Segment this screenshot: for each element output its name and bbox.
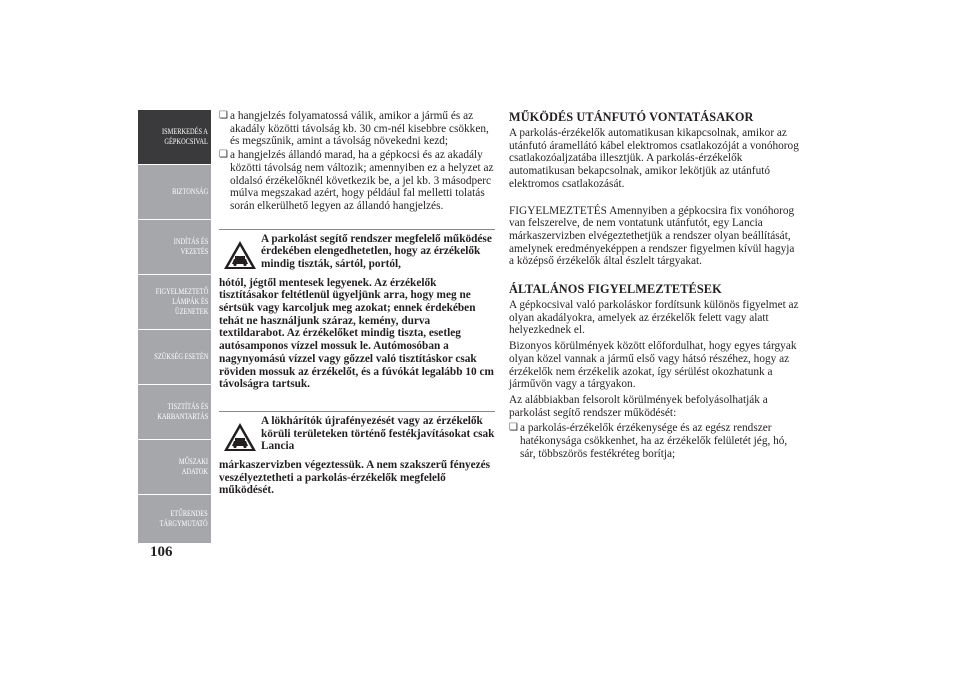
checkbox-bullet-icon: ❏: [219, 110, 228, 121]
sidebar-item-label: SZÜKSÉG ESETÉN: [153, 352, 208, 361]
sidebar-item-ismerkedes[interactable]: [138, 110, 211, 165]
sidebar-item-figyelmezteto[interactable]: [138, 275, 211, 330]
checkbox-bullet-icon: ❏: [219, 149, 228, 161]
sidebar-item-szukseg[interactable]: [138, 330, 211, 385]
paragraph: FIGYELMEZTETÉS Amennyiben a gépkocsira fix vonóhorog van felszerelve, de nem vontatunk utánfutót, egy Lancia márkaszervizben elvégeztethetjük a rendszer olyan beállítását, amelynek eredményeképpen a rendszer figyelmen kívül hagyja a középső érzékelők által észlelt tárgyakat.: [509, 204, 795, 268]
list-item: ❏ a hangjelzés állandó marad, ha a gépkocsi és az akadály közötti távolság nem változik; amennyiben ez a helyzet az oldalsó érzékelőknél következik be, a jel kb. 3 másodperc múlva megszakad azért, hogy például fal melletti tolatás során elkerülhető legyen az állandó hangjelzés.: [219, 149, 494, 212]
sidebar-item-label: INDÍTÁS ÉS VEZETÉS: [173, 237, 208, 256]
section-heading: ÁLTALÁNOS FIGYELMEZTETÉSEK: [509, 282, 722, 297]
sidebar-item-label: BIZTONSÁG: [171, 187, 208, 196]
sidebar-item-label: TISZTÍTÁS ÉS KARBANTARTÁS: [157, 402, 208, 421]
chapter-sidebar: [138, 110, 211, 543]
sidebar-item-label: FIGYELMEZTETŐ LÁMPÁK ÉS ÜZENETEK: [155, 287, 208, 316]
sidebar-item-muszaki[interactable]: [138, 440, 211, 495]
warning-triangle-car-icon: [219, 415, 261, 459]
section-heading: MŰKÖDÉS UTÁNFUTÓ VONTATÁSAKOR: [509, 110, 754, 124]
sidebar-item-label: ETŰRENDES TÁRGYMUTATÓ: [159, 509, 208, 528]
warning-text: márkaszervizben végeztessük. A nem szakszerű fényezés veszélyeztetheti a parkolás-érzékelők megfelelő működését.: [219, 458, 491, 497]
page-number: 106: [150, 544, 173, 560]
warning-text: A lökhárítók újrafényezését vagy az érzékelők körüli területeken történő festékjavításokat csak Lancia: [261, 414, 495, 453]
sidebar-item-label: MŰSZAKI ADATOK: [178, 457, 208, 476]
paragraph: A parkolás-érzékelők automatikusan kikapcsolnak, amikor az utánfutó áramellátó kábel elektromos csatlakozóját a vonóhorog csatlakozóaljzatába illesztjük. A parkolás-érzékelők automatikusan bekapcsolnak, amikor lekötjük az utánfutó elektromos csatlakozását.: [509, 127, 799, 190]
sidebar-item-targymutato[interactable]: [138, 495, 211, 543]
warning-box: [219, 229, 495, 391]
sidebar-item-inditas[interactable]: [138, 220, 211, 275]
sidebar-item-tisztitas[interactable]: [138, 385, 211, 440]
warning-triangle-car-icon: [219, 233, 261, 277]
paragraph: A gépkocsival való parkoláskor fordítsunk különös figyelmet az olyan akadályokra, amelyek az érzékelők felett vagy alatt helyezkednek el.: [509, 299, 799, 337]
checkbox-bullet-icon: ❏: [509, 422, 518, 434]
left-column: [219, 110, 495, 497]
warning-text: A parkolást segítő rendszer megfelelő működése érdekében elengedhetetlen, hogy az érzékelők mindig tiszták, sártól, portól,: [261, 232, 492, 271]
sidebar-item-label: ISMERKEDÉS A GÉPKOCSIVAL: [162, 127, 208, 146]
right-column: [509, 110, 799, 461]
warning-text: hótól, jégtől mentesek legyenek. Az érzékelők tisztításakor feltétlenül ügyeljünk arra, hogy meg ne sértsük vagy karcoljuk meg azokat; ennek érdekében tehát ne használjunk száraz, kemény, durva textildarabot. Az érzékelőket mindig tiszta, esetleg autósamponos vízzel mossuk le. Autómosóban a nagynyomású vízzel vagy gőzzel való tisztításkor csak röviden mossuk az érzékelőt, és a fúvókát legalább 10 cm távolságra tartsuk.: [219, 276, 494, 391]
paragraph: Az alábbiakban felsorolt körülmények befolyásolhatják a parkolást segítő rendszer működését:: [509, 393, 768, 419]
warning-box: [219, 411, 495, 497]
list-item: ❏ a parkolás-érzékelők érzékenysége és az egész rendszer hatékonysága csökkenhet, ha az érzékelők felületét jég, hó, sár, többszörös festékréteg borítja;: [509, 422, 788, 460]
paragraph: Bizonyos körülmények között előfordulhat, hogy egyes tárgyak olyan közel vannak a jármű első vagy hátsó részéhez, hogy az érzékelők nem érzékelik azokat, így sérülést okozhatunk a járművön vagy a tárgyakon.: [509, 340, 797, 391]
sidebar-item-biztonsag[interactable]: [138, 165, 211, 220]
list-item: ❏ a hangjelzés folyamatossá válik, amikor a jármű és az akadály közötti távolság kb. 30 cm-nél kisebbre csökken, és megszűnik, amint a távolság növekedni kezd;: [219, 110, 489, 148]
